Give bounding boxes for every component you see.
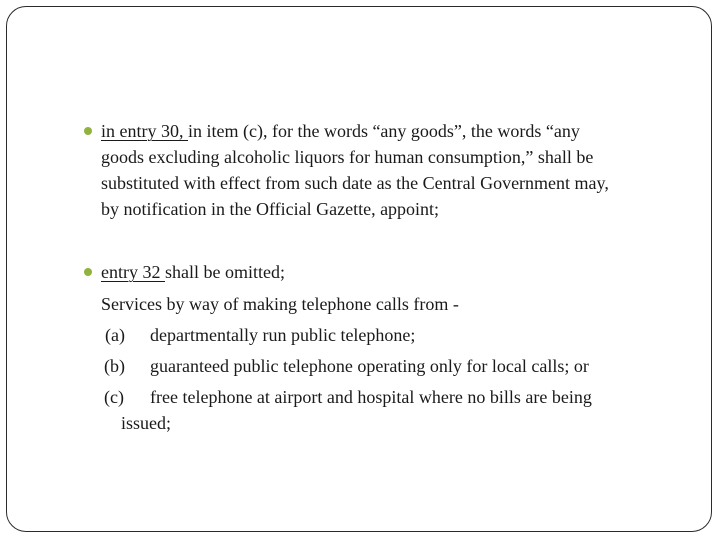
bullet-2-line-1: [101, 259, 285, 285]
bullet-1-line-2: goods excluding alcoholic liquors for human consumption,” shall be: [101, 147, 594, 167]
services-item-a-marker: (a): [105, 325, 125, 345]
services-item-c-marker: (c): [104, 387, 124, 407]
services-intro: Services by way of making telephone calls from -: [101, 294, 459, 314]
bullet-2-rest-text: shall be omitted;: [164, 262, 285, 282]
bullet-1-rest-text: in item (c), for the words “any goods”, the words “any: [188, 121, 580, 141]
services-item-a-text: departmentally run public telephone;: [150, 325, 416, 345]
bullet-2-underlined-text: entry 32: [101, 262, 165, 282]
bullet-marker-2: [84, 268, 92, 276]
services-continuation: issued;: [121, 413, 172, 433]
services-item-b-text: guaranteed public telephone operating only for local calls; or: [150, 356, 589, 376]
services-item-b-marker: (b): [104, 356, 125, 376]
bullet-1-underlined-text: in entry 30,: [101, 121, 188, 141]
bullet-1-line-3: substituted with effect from such date as the Central Government may,: [101, 173, 609, 193]
services-item-c-text: free telephone at airport and hospital where no bills are being: [150, 387, 592, 407]
bullet-1-line-4: by notification in the Official Gazette, appoint;: [101, 199, 440, 219]
bullet-1-line-1: [101, 118, 580, 144]
bullet-marker-1: [84, 127, 92, 135]
